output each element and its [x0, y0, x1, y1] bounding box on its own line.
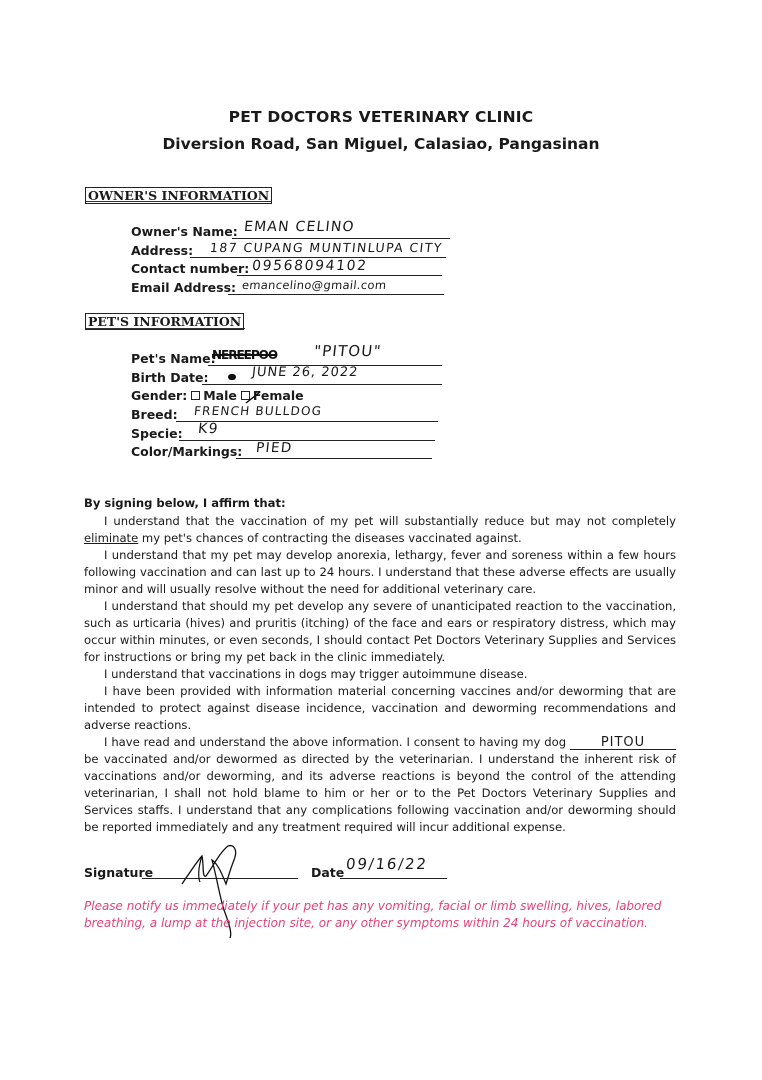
date-label: Date — [311, 865, 345, 880]
pet-section-heading: PET'S INFORMATION — [85, 313, 244, 330]
clinic-name: PET DOCTORS VETERINARY CLINIC — [228, 108, 534, 126]
owner-section-heading: OWNER'S INFORMATION — [85, 187, 272, 204]
owner-name-line — [232, 238, 450, 239]
gender-male-label: Male — [203, 388, 237, 403]
gender-label: Gender: — [131, 388, 188, 403]
consent-p6-end: be vaccinated and/or dewormed as directed by the veterinarian. I understand the inherent risk of vaccinations and/or deworming, and its adverse reactions is beyond the control of the attending veterinarian, I shall not hold blame to him or her or to the Pet Doctors Veterinary Supplies and Services staffs. I understand that any complications following vaccination and/or deworming should be reported immediately and any treatment required will incur additional expense. — [84, 752, 676, 834]
consent-p1-end: my pet's chances of contracting the diseases vaccinated against. — [138, 531, 522, 545]
consent-text — [84, 495, 676, 836]
owner-email-value[interactable]: emancelino@gmail.com — [241, 278, 388, 292]
birth-date-label: Birth Date: — [131, 370, 209, 385]
breed-value[interactable]: FRENCH BULLDOG — [193, 404, 323, 418]
signature-label: Signature — [84, 865, 154, 880]
owner-address-label: Address: — [131, 243, 194, 258]
owner-contact-label: Contact number: — [131, 261, 250, 276]
date-line — [340, 878, 447, 879]
owner-name-value[interactable]: EMAN CELINO — [243, 219, 356, 235]
clinic-address: Diversion Road, San Miguel, Calasiao, Pangasinan — [162, 135, 600, 153]
pet-name-label: Pet's Name: — [131, 351, 216, 366]
date-value[interactable]: 09/16/22 — [345, 855, 429, 873]
owner-address-value[interactable]: 187 CUPANG MUNTINLUPA CITY — [209, 240, 444, 255]
consent-p1-underlined: eliminate — [84, 531, 139, 545]
consent-p6-start: I have read and understand the above information. I consent to having my dog — [104, 735, 570, 749]
consent-dog-name[interactable]: PITOU — [570, 736, 676, 750]
birth-date-value[interactable]: JUNE 26, 2022 — [251, 365, 360, 380]
color-markings-value[interactable]: PIED — [255, 440, 294, 456]
consent-paragraph-2: I understand that my pet may develop anorexia, lethargy, fever and soreness within a few hours following vaccination and can last up to 24 hours. I understand that these adverse effects are usually minor and will usually resolve without the need for additional veterinary care. — [84, 548, 676, 596]
consent-paragraph-1 — [84, 513, 676, 547]
gender-male-checkbox[interactable] — [191, 391, 200, 400]
consent-p1-start: I understand that the vaccination of my pet will substantially reduce but may not completely — [104, 514, 676, 528]
color-markings-label: Color/Markings: — [131, 444, 243, 459]
birth-date-line — [202, 384, 442, 385]
owner-name-label: Owner's Name: — [131, 224, 238, 239]
consent-lead: By signing below, I affirm that: — [84, 496, 286, 510]
consent-paragraph-5: I have been provided with information material concerning vaccines and/or deworming that are intended to protect against disease incidence, vaccination and deworming recommendations and adverse reactions. — [84, 684, 676, 732]
owner-contact-value[interactable]: 09568094102 — [251, 258, 369, 274]
owner-email-label: Email Address: — [131, 280, 237, 295]
pet-name-value[interactable]: "PITOU" — [313, 342, 383, 360]
ink-blot — [228, 374, 236, 380]
footer-notice: Please notify us immediately if your pet has any vomiting, facial or limb swelling, hives, labored breathing, a lump at the injection site, or any other symptoms within 24 hours of vaccination. — [84, 899, 662, 930]
gender-female-label: Female — [252, 388, 304, 403]
consent-paragraph-3: I understand that should my pet develop any severe of unanticipated reaction to the vaccination, such as urticaria (hives) and pruritis (itching) of the face and ears or respiratory distress, which may occur within minutes, or even seconds, I should contact Pet Doctors Veterinary Supplies and Services for instructions or bring my pet back in the clinic immediately. — [84, 599, 676, 664]
color-markings-line — [236, 458, 432, 459]
owner-contact-line — [237, 275, 442, 276]
owner-email-line — [228, 294, 444, 295]
consent-paragraph-4: I understand that vaccinations in dogs may trigger autoimmune disease. — [104, 667, 528, 681]
specie-label: Specie: — [131, 426, 183, 441]
gender-field — [131, 388, 304, 403]
specie-line — [179, 440, 435, 441]
pet-name-crossed-out: NEREEPOO — [212, 348, 278, 362]
specie-value[interactable]: K9 — [197, 421, 220, 437]
consent-paragraph-6 — [84, 734, 676, 836]
breed-label: Breed: — [131, 407, 178, 422]
